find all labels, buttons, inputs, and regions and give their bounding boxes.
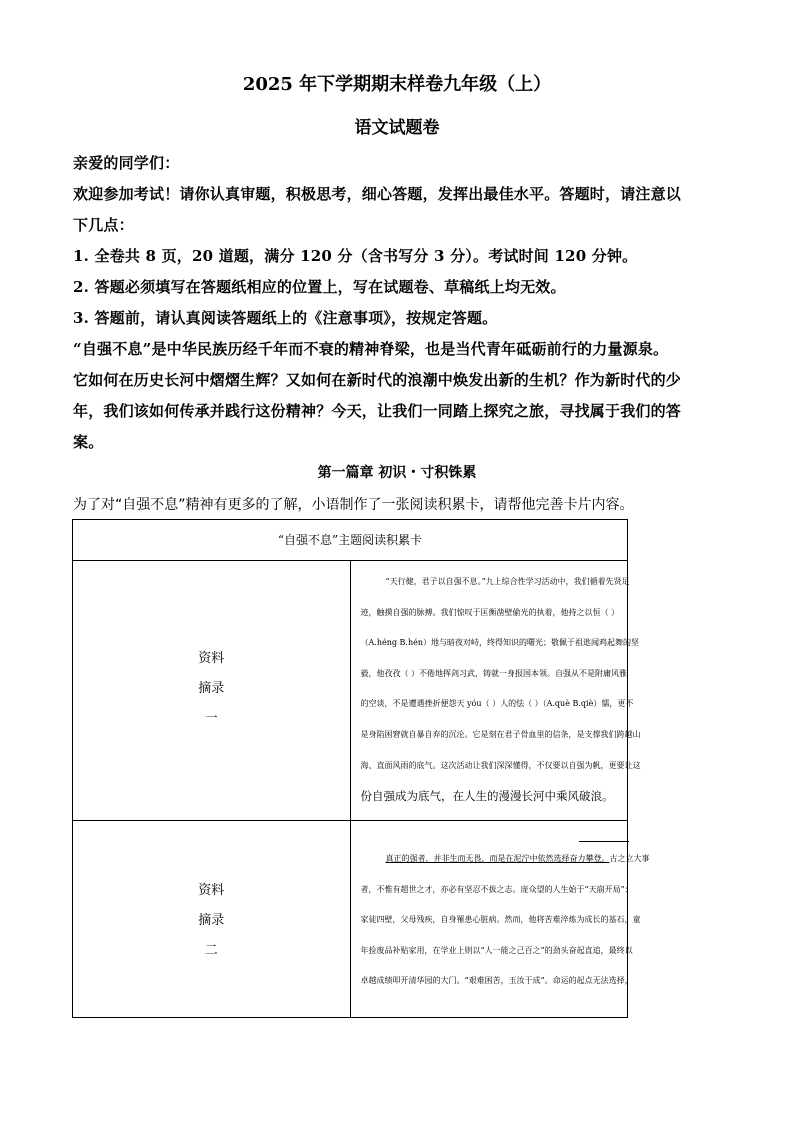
material-1-line: “天行健，君子以自强不息。”九上综合性学习活动中，我们循着先贤足	[385, 577, 630, 586]
rule-2: 2. 答题必须填写在答题纸相应的位置上，写在试题卷、草稿纸上均无效。	[73, 278, 566, 296]
material-2-content	[350, 821, 650, 1018]
greeting: 亲爱的同学们：	[73, 154, 180, 172]
intro-paragraph-line-3: 年，我们该如何传承并践行这份精神？今天，让我们一同踏上探究之旅，寻找属于我们的答	[73, 402, 682, 420]
material-row-1	[73, 561, 628, 821]
reading-card	[72, 519, 650, 1018]
rule-1: 1. 全卷共 8 页，20 道题，满分 120 分（含书写分 3 分）。考试时间 120 分钟。	[73, 247, 638, 265]
material-1-line: 的空谈，不是遭遇挫折便怨天 yóu（ ）人的怯（ ）（A.què B.qiè）懦，更不	[360, 699, 634, 709]
card-title: “自强不息”主题阅读积累卡	[73, 520, 628, 561]
material-1-content	[350, 561, 641, 821]
intro-paragraph-line-2: 它如何在历史长河中熠熠生辉？又如何在新时代的浪潮中焕发出新的生机？作为新时代的少	[73, 371, 682, 389]
material-1-label: 资料 摘录 一	[73, 561, 351, 821]
fill-in-blank-line	[579, 841, 629, 842]
task-instruction: 为了对“自强不息”精神有更多的了解，小语制作了一张阅读积累卡，请帮他完善卡片内容。	[73, 497, 634, 513]
material-1-line: （A.héng B.hén）地与暗夜对峙，终得知识的曙光；敬佩于祖逖闻鸡起舞的坚	[360, 638, 639, 648]
exam-subtitle: 语文试题卷	[354, 118, 440, 138]
material-2-line: 卓越成绩叩开清华园的大门。“艰难困苦，玉汝于成”。命运的起点无法选择，	[360, 976, 633, 986]
rule-3: 3. 答题前，请认真阅读答题纸上的《注意事项》，按规定答题。	[73, 309, 498, 327]
material-2-label: 资料 摘录 二	[73, 821, 351, 1018]
intro-paragraph-line-4: 案。	[73, 433, 104, 451]
material-1-line: 海、直面风雨的底气。这次活动让我们深深懂得，不仅要以自强为帆，更要让这	[360, 760, 641, 770]
material-row-2	[73, 821, 628, 1018]
material-2-line: 者，不惟有超世之才，亦必有坚忍不拔之志。庞众望的人生始于“天崩开局”：	[360, 884, 633, 894]
material-1-line: 是身陷困窘就自暴自弃的沉沦。它是刻在君子骨血里的信条，是支撑我们跨越山	[360, 729, 641, 739]
exam-title: 2025 年下学期期末样卷九年级（上）	[242, 74, 552, 95]
material-1-line: 迹，触摸自强的脉搏。我们惊叹于匡衡凿壁偷光的执着，他持之以恒（ ）	[360, 607, 620, 617]
welcome-line-1: 欢迎参加考试！请你认真审题，积极思考，细心答题，发挥出最佳水平。答题时，请注意以	[73, 185, 682, 203]
material-1-line: 份自强成为底气，在人生的漫漫长河中乘风破浪。	[360, 789, 614, 804]
material-2-line: 真正的强者，并非生而无畏，而是在泥泞中依然选择奋力攀登。古之立大事	[361, 844, 618, 875]
section-heading: 第一篇章 初识・寸积铢累	[317, 465, 477, 481]
material-2-line: 年捡废品补贴家用，在学业上则以“人一能之己百之”的劲头奋起直追，最终以	[360, 945, 633, 955]
material-2-line: 家徒四壁，父母残疾，自身罹患心脏病。然而，他将苦难淬炼为成长的基石，童	[360, 915, 641, 925]
underlined-sentence: 真正的强者，并非生而无畏，而是在泥泞中依然选择奋力攀登。	[385, 854, 610, 863]
material-1-line: 毅，他孜孜（ ）不倦地挥剑习武，铸就一身报国本领。自强从不是附庸风雅	[360, 668, 628, 678]
welcome-line-2: 下几点：	[73, 216, 134, 234]
intro-paragraph-line-1: “自强不息”是中华民族历经千年而不衰的精神脊梁，也是当代青年砥砺前行的力量源泉。	[73, 340, 669, 358]
